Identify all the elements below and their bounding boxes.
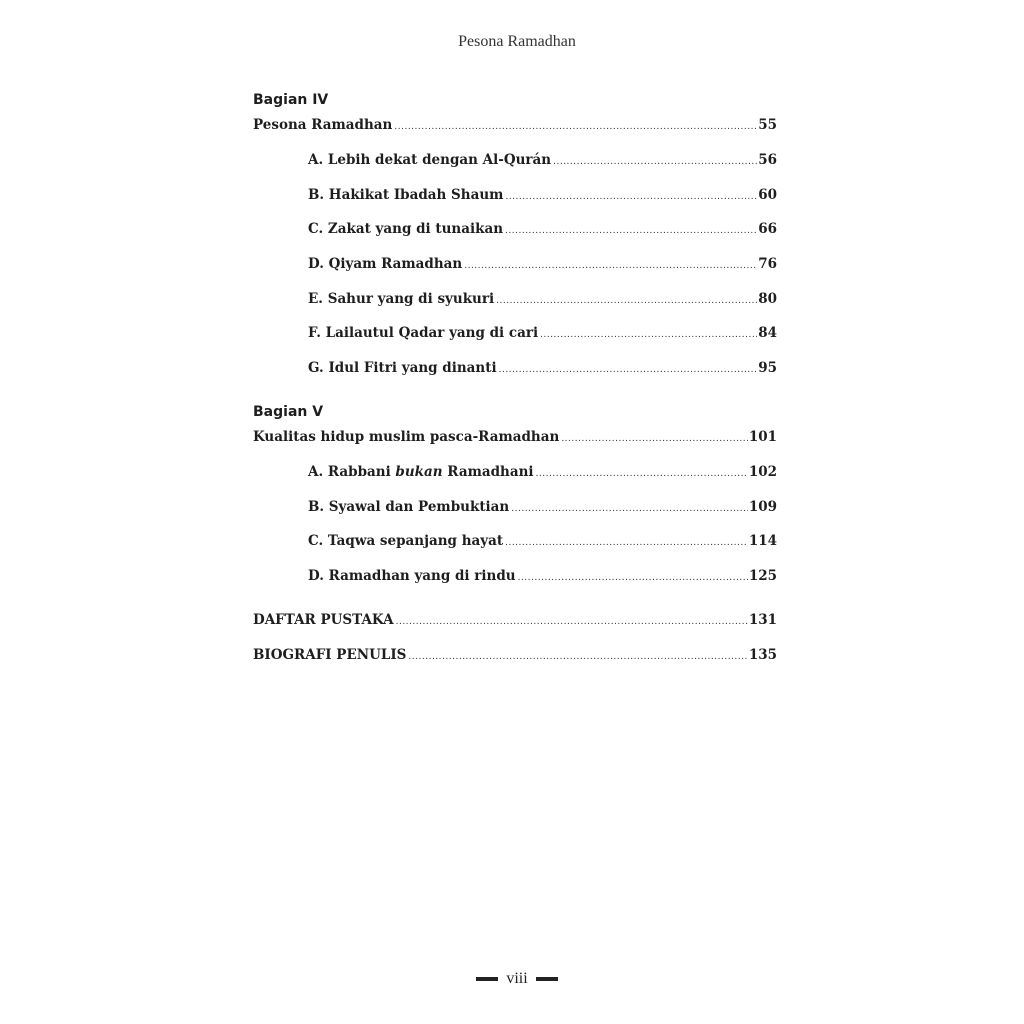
toc-entry-page: 80	[758, 291, 777, 307]
toc-entry-5b[interactable]	[308, 497, 777, 517]
dot-leader	[518, 568, 748, 588]
toc-entry-page: 55	[758, 117, 777, 133]
toc-entry-page: 101	[748, 429, 777, 445]
toc-entry-title: Kualitas hidup muslim pasca-Ramadhan	[253, 429, 560, 445]
toc-entry-title: B. Syawal dan Pembuktian	[308, 499, 510, 515]
toc-entry-page: 125	[748, 568, 777, 584]
toc-entry-page: 76	[758, 256, 777, 272]
toc-entry-4g[interactable]	[308, 358, 777, 378]
toc-entry-5d[interactable]	[308, 566, 777, 586]
toc-entry-title: D. Qiyam Ramadhan	[308, 256, 463, 272]
dot-leader	[561, 429, 748, 449]
toc-entry-title: BIOGRAFI PENULIS	[253, 647, 407, 663]
title-suffix: Ramadhani	[442, 464, 534, 480]
toc-entry-title: F. Lailautul Qadar yang di cari	[308, 325, 539, 341]
toc-entry-5c[interactable]	[308, 531, 777, 551]
dot-leader	[540, 325, 757, 345]
toc-entry-title: G. Idul Fitri yang dinanti	[308, 360, 497, 376]
toc-entry-title	[308, 462, 534, 482]
dot-leader	[505, 187, 757, 207]
dot-leader	[499, 360, 758, 380]
toc-entry-4a[interactable]	[308, 150, 777, 170]
dot-leader	[511, 499, 748, 519]
dot-leader	[394, 117, 757, 137]
section-heading-bagian-iv: Bagian IV	[253, 92, 329, 108]
toc-entry-4c[interactable]	[308, 219, 777, 239]
toc-entry-4d[interactable]	[308, 254, 777, 274]
toc-entry-page: 109	[748, 499, 777, 515]
toc-entry-page: 56	[758, 152, 777, 168]
toc-entry-pesona-ramadhan[interactable]	[253, 115, 777, 135]
dot-leader	[553, 152, 757, 172]
toc-entry-4b[interactable]	[308, 185, 777, 205]
toc-entry-4e[interactable]	[308, 289, 777, 309]
footer-dash-right	[536, 977, 558, 981]
page-number: viii	[506, 970, 528, 987]
toc-entry-page: 102	[748, 464, 777, 480]
toc-entry-page: 114	[748, 533, 777, 549]
toc-entry-title: A. Lebih dekat dengan Al-Qurán	[308, 152, 552, 168]
toc-entry-page: 84	[758, 325, 777, 341]
toc-entry-page: 60	[758, 187, 777, 203]
toc-entry-title: C. Taqwa sepanjang hayat	[308, 533, 504, 549]
toc-entry-daftar-pustaka[interactable]	[253, 610, 777, 630]
toc-entry-title: C. Zakat yang di tunaikan	[308, 221, 504, 237]
toc-entry-title: Pesona Ramadhan	[253, 117, 393, 133]
page-footer	[0, 969, 1024, 989]
dot-leader	[396, 612, 748, 632]
toc-entry-kualitas-hidup[interactable]	[253, 427, 777, 447]
footer-dash-left	[476, 977, 498, 981]
toc-entry-5a[interactable]	[308, 462, 777, 482]
dot-leader	[464, 256, 757, 276]
dot-leader	[505, 533, 748, 553]
section-heading-bagian-v: Bagian V	[253, 404, 324, 420]
toc-entry-biografi-penulis[interactable]	[253, 645, 777, 665]
toc-entry-title: E. Sahur yang di syukuri	[308, 291, 495, 307]
toc-entry-4f[interactable]	[308, 323, 777, 343]
toc-entry-title: B. Hakikat Ibadah Shaum	[308, 187, 504, 203]
toc-entry-page: 66	[758, 221, 777, 237]
toc-entry-title: D. Ramadhan yang di rindu	[308, 568, 516, 584]
title-prefix: A. Rabbani	[308, 464, 396, 480]
dot-leader	[496, 291, 757, 311]
dot-leader	[536, 464, 748, 484]
toc-entry-title: DAFTAR PUSTAKA	[253, 612, 394, 628]
dot-leader	[408, 647, 747, 667]
toc-entry-page: 131	[748, 612, 777, 628]
toc-entry-page: 135	[748, 647, 777, 663]
toc-entry-page: 95	[758, 360, 777, 376]
dot-leader	[505, 221, 757, 241]
running-header: Pesona Ramadhan	[458, 33, 576, 50]
title-italic: bukan	[395, 464, 443, 480]
